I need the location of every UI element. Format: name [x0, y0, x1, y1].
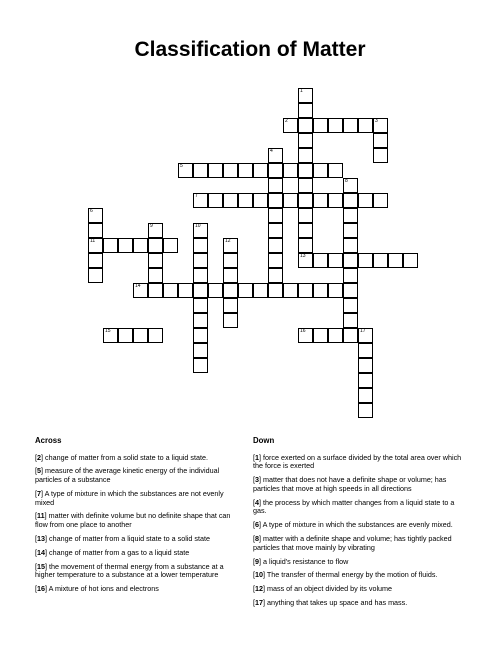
grid-cell[interactable] — [268, 178, 283, 193]
grid-cell[interactable] — [253, 193, 268, 208]
grid-cell[interactable] — [148, 238, 163, 253]
grid-cell[interactable] — [178, 283, 193, 298]
cell-number: 15 — [105, 328, 111, 334]
clue-down-8: [8] matter with a definite shape and volume; has tightly packed particles that move mainly by vibrating — [253, 533, 452, 552]
cell-number: 9 — [150, 223, 153, 229]
grid-cell[interactable] — [268, 238, 283, 253]
clue-number: 10 — [255, 570, 263, 580]
grid-cell[interactable] — [358, 403, 373, 418]
grid-cell[interactable] — [298, 223, 313, 238]
clue-text: The transfer of thermal energy by the motion of fluids. — [266, 570, 438, 580]
grid-cell[interactable] — [343, 178, 358, 193]
clue-number: 4 — [255, 497, 259, 507]
grid-cell[interactable] — [88, 208, 103, 223]
clue-number: 16 — [37, 584, 45, 594]
grid-cell[interactable] — [343, 193, 358, 208]
grid-cell[interactable] — [223, 163, 238, 178]
grid-cell[interactable] — [103, 328, 118, 343]
grid-cell[interactable] — [298, 193, 313, 208]
grid-cell[interactable] — [298, 283, 313, 298]
clue-across-7: [7] A type of mixture in which the substances are not evenly mixed — [35, 488, 224, 507]
clue-across-11: [11] matter with definite volume but no definite shape that can flow from one place to another — [35, 511, 231, 530]
clue-text: mass of an object divided by its volume — [267, 584, 393, 594]
grid-cell[interactable] — [358, 388, 373, 403]
clue-text: the movement of thermal energy from a substance at a higher temperature to a substance at a lower temperature — [35, 561, 224, 580]
clue-text: the process by which matter changes from a liquid state to a gas. — [253, 497, 455, 516]
clue-text: A type of mixture in which the substances are not evenly mixed — [35, 488, 224, 507]
grid-cell[interactable] — [193, 298, 208, 313]
grid-cell[interactable] — [388, 253, 403, 268]
grid-cell[interactable] — [313, 118, 328, 133]
grid-cell[interactable] — [328, 328, 343, 343]
cell-number: 12 — [225, 238, 231, 244]
clue-across-13: [13] change of matter from a liquid state to a solid state — [35, 533, 211, 543]
grid-cell[interactable] — [403, 253, 418, 268]
clue-number: 13 — [37, 533, 45, 543]
cell-number: 8 — [345, 178, 348, 184]
across-clues — [35, 436, 240, 599]
grid-cell[interactable] — [148, 268, 163, 283]
grid-cell[interactable] — [133, 283, 148, 298]
cell-number: 17 — [360, 328, 366, 334]
grid-cell[interactable] — [193, 268, 208, 283]
grid-cell[interactable] — [283, 283, 298, 298]
grid-cell[interactable] — [148, 328, 163, 343]
clue-number: 15 — [37, 561, 45, 571]
grid-cell[interactable] — [148, 283, 163, 298]
cell-number: 1 — [300, 88, 303, 94]
clue-number: 1 — [255, 452, 259, 462]
grid-cell[interactable] — [358, 343, 373, 358]
grid-cell[interactable] — [148, 223, 163, 238]
clue-number: 17 — [255, 597, 263, 607]
grid-cell[interactable] — [208, 163, 223, 178]
grid-cell[interactable] — [193, 163, 208, 178]
grid-cell[interactable] — [343, 268, 358, 283]
grid-cell[interactable] — [373, 118, 388, 133]
clue-text: matter with definite volume but no definite shape that can flow from one place to another — [35, 511, 231, 530]
grid-cell[interactable] — [283, 193, 298, 208]
grid-cell[interactable] — [343, 313, 358, 328]
grid-cell[interactable] — [193, 223, 208, 238]
grid-cell[interactable] — [118, 238, 133, 253]
grid-cell[interactable] — [373, 148, 388, 163]
grid-cell[interactable] — [358, 328, 373, 343]
grid-cell[interactable] — [298, 178, 313, 193]
grid-cell[interactable] — [343, 283, 358, 298]
grid-cell[interactable] — [298, 103, 313, 118]
clue-number: 6 — [255, 520, 259, 530]
grid-cell[interactable] — [298, 88, 313, 103]
grid-cell[interactable] — [223, 313, 238, 328]
grid-cell[interactable] — [298, 148, 313, 163]
cell-number: 13 — [300, 253, 306, 259]
clue-number: 14 — [37, 547, 45, 557]
grid-cell[interactable] — [268, 193, 283, 208]
grid-cell[interactable] — [88, 238, 103, 253]
grid-cell[interactable] — [343, 223, 358, 238]
clue-down-17: [17] anything that takes up space and has mass. — [253, 597, 408, 607]
down-clues — [253, 436, 468, 613]
grid-cell[interactable] — [343, 298, 358, 313]
grid-cell[interactable] — [373, 253, 388, 268]
clue-number: 11 — [37, 511, 45, 521]
grid-cell[interactable] — [88, 268, 103, 283]
grid-cell[interactable] — [193, 238, 208, 253]
grid-cell[interactable] — [268, 163, 283, 178]
clue-number: 2 — [37, 452, 41, 462]
grid-cell[interactable] — [208, 283, 223, 298]
grid-cell[interactable] — [103, 238, 118, 253]
grid-cell[interactable] — [373, 133, 388, 148]
clue-across-2: [2] change of matter from a solid state to a liquid state. — [35, 452, 209, 462]
clue-down-6: [6] A type of mixture in which the substances are evenly mixed. — [253, 520, 453, 530]
grid-cell[interactable] — [193, 358, 208, 373]
grid-cell[interactable] — [253, 163, 268, 178]
clue-text: A type of mixture in which the substances are evenly mixed. — [262, 520, 453, 530]
grid-cell[interactable] — [223, 283, 238, 298]
grid-cell[interactable] — [358, 373, 373, 388]
grid-cell[interactable] — [343, 118, 358, 133]
clue-across-15: [15] the movement of thermal energy from a substance at a higher temperature to a substance at a lower temperature — [35, 561, 224, 580]
cell-number: 4 — [270, 148, 273, 154]
grid-cell[interactable] — [268, 148, 283, 163]
grid-cell[interactable] — [343, 253, 358, 268]
down-heading: Down — [253, 436, 275, 445]
clue-down-4: [4] the process by which matter changes from a liquid state to a gas. — [253, 497, 455, 516]
grid-cell[interactable] — [343, 238, 358, 253]
grid-cell[interactable] — [328, 283, 343, 298]
grid-cell[interactable] — [358, 253, 373, 268]
clue-across-14: [14] change of matter from a gas to a liquid state — [35, 547, 190, 557]
grid-cell[interactable] — [193, 193, 208, 208]
grid-cell[interactable] — [193, 328, 208, 343]
cell-number: 16 — [300, 328, 306, 334]
grid-cell[interactable] — [298, 163, 313, 178]
grid-cell[interactable] — [268, 283, 283, 298]
cell-number: 2 — [285, 118, 288, 124]
grid-cell[interactable] — [268, 208, 283, 223]
grid-cell[interactable] — [298, 253, 313, 268]
grid-cell[interactable] — [253, 283, 268, 298]
clue-text: force exerted on a surface divided by the total area over which the force is exerted — [253, 452, 462, 471]
grid-cell[interactable] — [328, 193, 343, 208]
across-heading: Across — [35, 436, 62, 445]
clue-down-1: [1] force exerted on a surface divided by the total area over which the force is exerted — [253, 452, 462, 471]
grid-cell[interactable] — [298, 208, 313, 223]
grid-cell[interactable] — [163, 238, 178, 253]
cell-number: 10 — [195, 223, 201, 229]
grid-cell[interactable] — [268, 223, 283, 238]
clue-number: 9 — [255, 556, 259, 566]
grid-cell[interactable] — [313, 283, 328, 298]
cell-number: 5 — [180, 163, 183, 169]
grid-cell[interactable] — [358, 358, 373, 373]
grid-cell[interactable] — [223, 238, 238, 253]
clue-text: change of matter from a liquid state to a solid state — [49, 533, 211, 543]
grid-cell[interactable] — [298, 238, 313, 253]
clue-text: a liquid's resistance to flow — [263, 556, 349, 566]
grid-cell[interactable] — [163, 283, 178, 298]
grid-cell[interactable] — [133, 328, 148, 343]
clue-number: 8 — [255, 533, 259, 543]
grid-cell[interactable] — [328, 118, 343, 133]
grid-cell[interactable] — [238, 283, 253, 298]
grid-cell[interactable] — [178, 163, 193, 178]
grid-cell[interactable] — [148, 253, 163, 268]
grid-cell[interactable] — [298, 118, 313, 133]
clue-across-5: [5] measure of the average kinetic energy of the individual particles of a substance — [35, 466, 220, 485]
grid-cell[interactable] — [343, 328, 358, 343]
grid-cell[interactable] — [193, 283, 208, 298]
grid-cell[interactable] — [298, 133, 313, 148]
grid-cell[interactable] — [298, 328, 313, 343]
grid-cell[interactable] — [88, 223, 103, 238]
clue-text: anything that takes up space and has mass. — [267, 597, 408, 607]
clue-number: 5 — [37, 466, 41, 476]
grid-cell[interactable] — [283, 163, 298, 178]
grid-cell[interactable] — [223, 268, 238, 283]
clue-down-10: [10] The transfer of thermal energy by the motion of fluids. — [253, 570, 438, 580]
grid-cell[interactable] — [328, 253, 343, 268]
grid-cell[interactable] — [238, 193, 253, 208]
grid-cell[interactable] — [193, 343, 208, 358]
grid-cell[interactable] — [328, 163, 343, 178]
clue-down-12: [12] mass of an object divided by its volume — [253, 584, 393, 594]
grid-cell[interactable] — [193, 313, 208, 328]
clue-down-3: [3] matter that does not have a definite shape or volume; has particles that move at high speeds in all directions — [253, 475, 447, 493]
grid-cell[interactable] — [223, 193, 238, 208]
page-title: Classification of Matter — [134, 38, 366, 61]
clue-across-16: [16] A mixture of hot ions and electrons — [35, 584, 159, 594]
grid-cell[interactable] — [313, 253, 328, 268]
clue-text: change of matter from a gas to a liquid state — [49, 547, 190, 557]
grid-cell[interactable] — [118, 328, 133, 343]
clue-number: 12 — [255, 584, 263, 594]
grid-cell[interactable] — [238, 163, 253, 178]
grid-cell[interactable] — [358, 193, 373, 208]
grid-cell[interactable] — [223, 253, 238, 268]
grid-cell[interactable] — [283, 118, 298, 133]
cell-number: 6 — [90, 208, 93, 214]
grid-cell[interactable] — [373, 193, 388, 208]
grid-cell[interactable] — [268, 268, 283, 283]
clue-number: 3 — [255, 475, 259, 485]
cell-number: 3 — [375, 118, 378, 124]
grid-cell[interactable] — [208, 193, 223, 208]
clue-text: change of matter from a solid state to a liquid state. — [45, 452, 209, 462]
clue-text: matter with a definite shape and volume; has tightly packed particles that move mainly by vibrating — [253, 533, 452, 552]
clue-number: 7 — [37, 488, 41, 498]
grid-cell[interactable] — [313, 328, 328, 343]
cell-number: 7 — [195, 193, 198, 199]
grid-cell[interactable] — [268, 253, 283, 268]
cell-number: 11 — [90, 238, 96, 244]
grid-cell[interactable] — [88, 253, 103, 268]
cell-number: 14 — [135, 283, 141, 289]
clue-text: measure of the average kinetic energy of the individual particles of a substance — [35, 466, 220, 485]
clue-text: matter that does not have a definite shape or volume; has particles that move at high speeds in all directions — [253, 475, 447, 493]
grid-cell[interactable] — [343, 208, 358, 223]
grid-cell[interactable] — [133, 238, 148, 253]
grid-cell[interactable] — [313, 193, 328, 208]
clue-text: A mixture of hot ions and electrons — [48, 584, 159, 594]
grid-cell[interactable] — [313, 163, 328, 178]
clue-down-9: [9] a liquid's resistance to flow — [253, 556, 349, 566]
grid-cell[interactable] — [223, 298, 238, 313]
grid-cell[interactable] — [193, 253, 208, 268]
grid-cell[interactable] — [358, 118, 373, 133]
